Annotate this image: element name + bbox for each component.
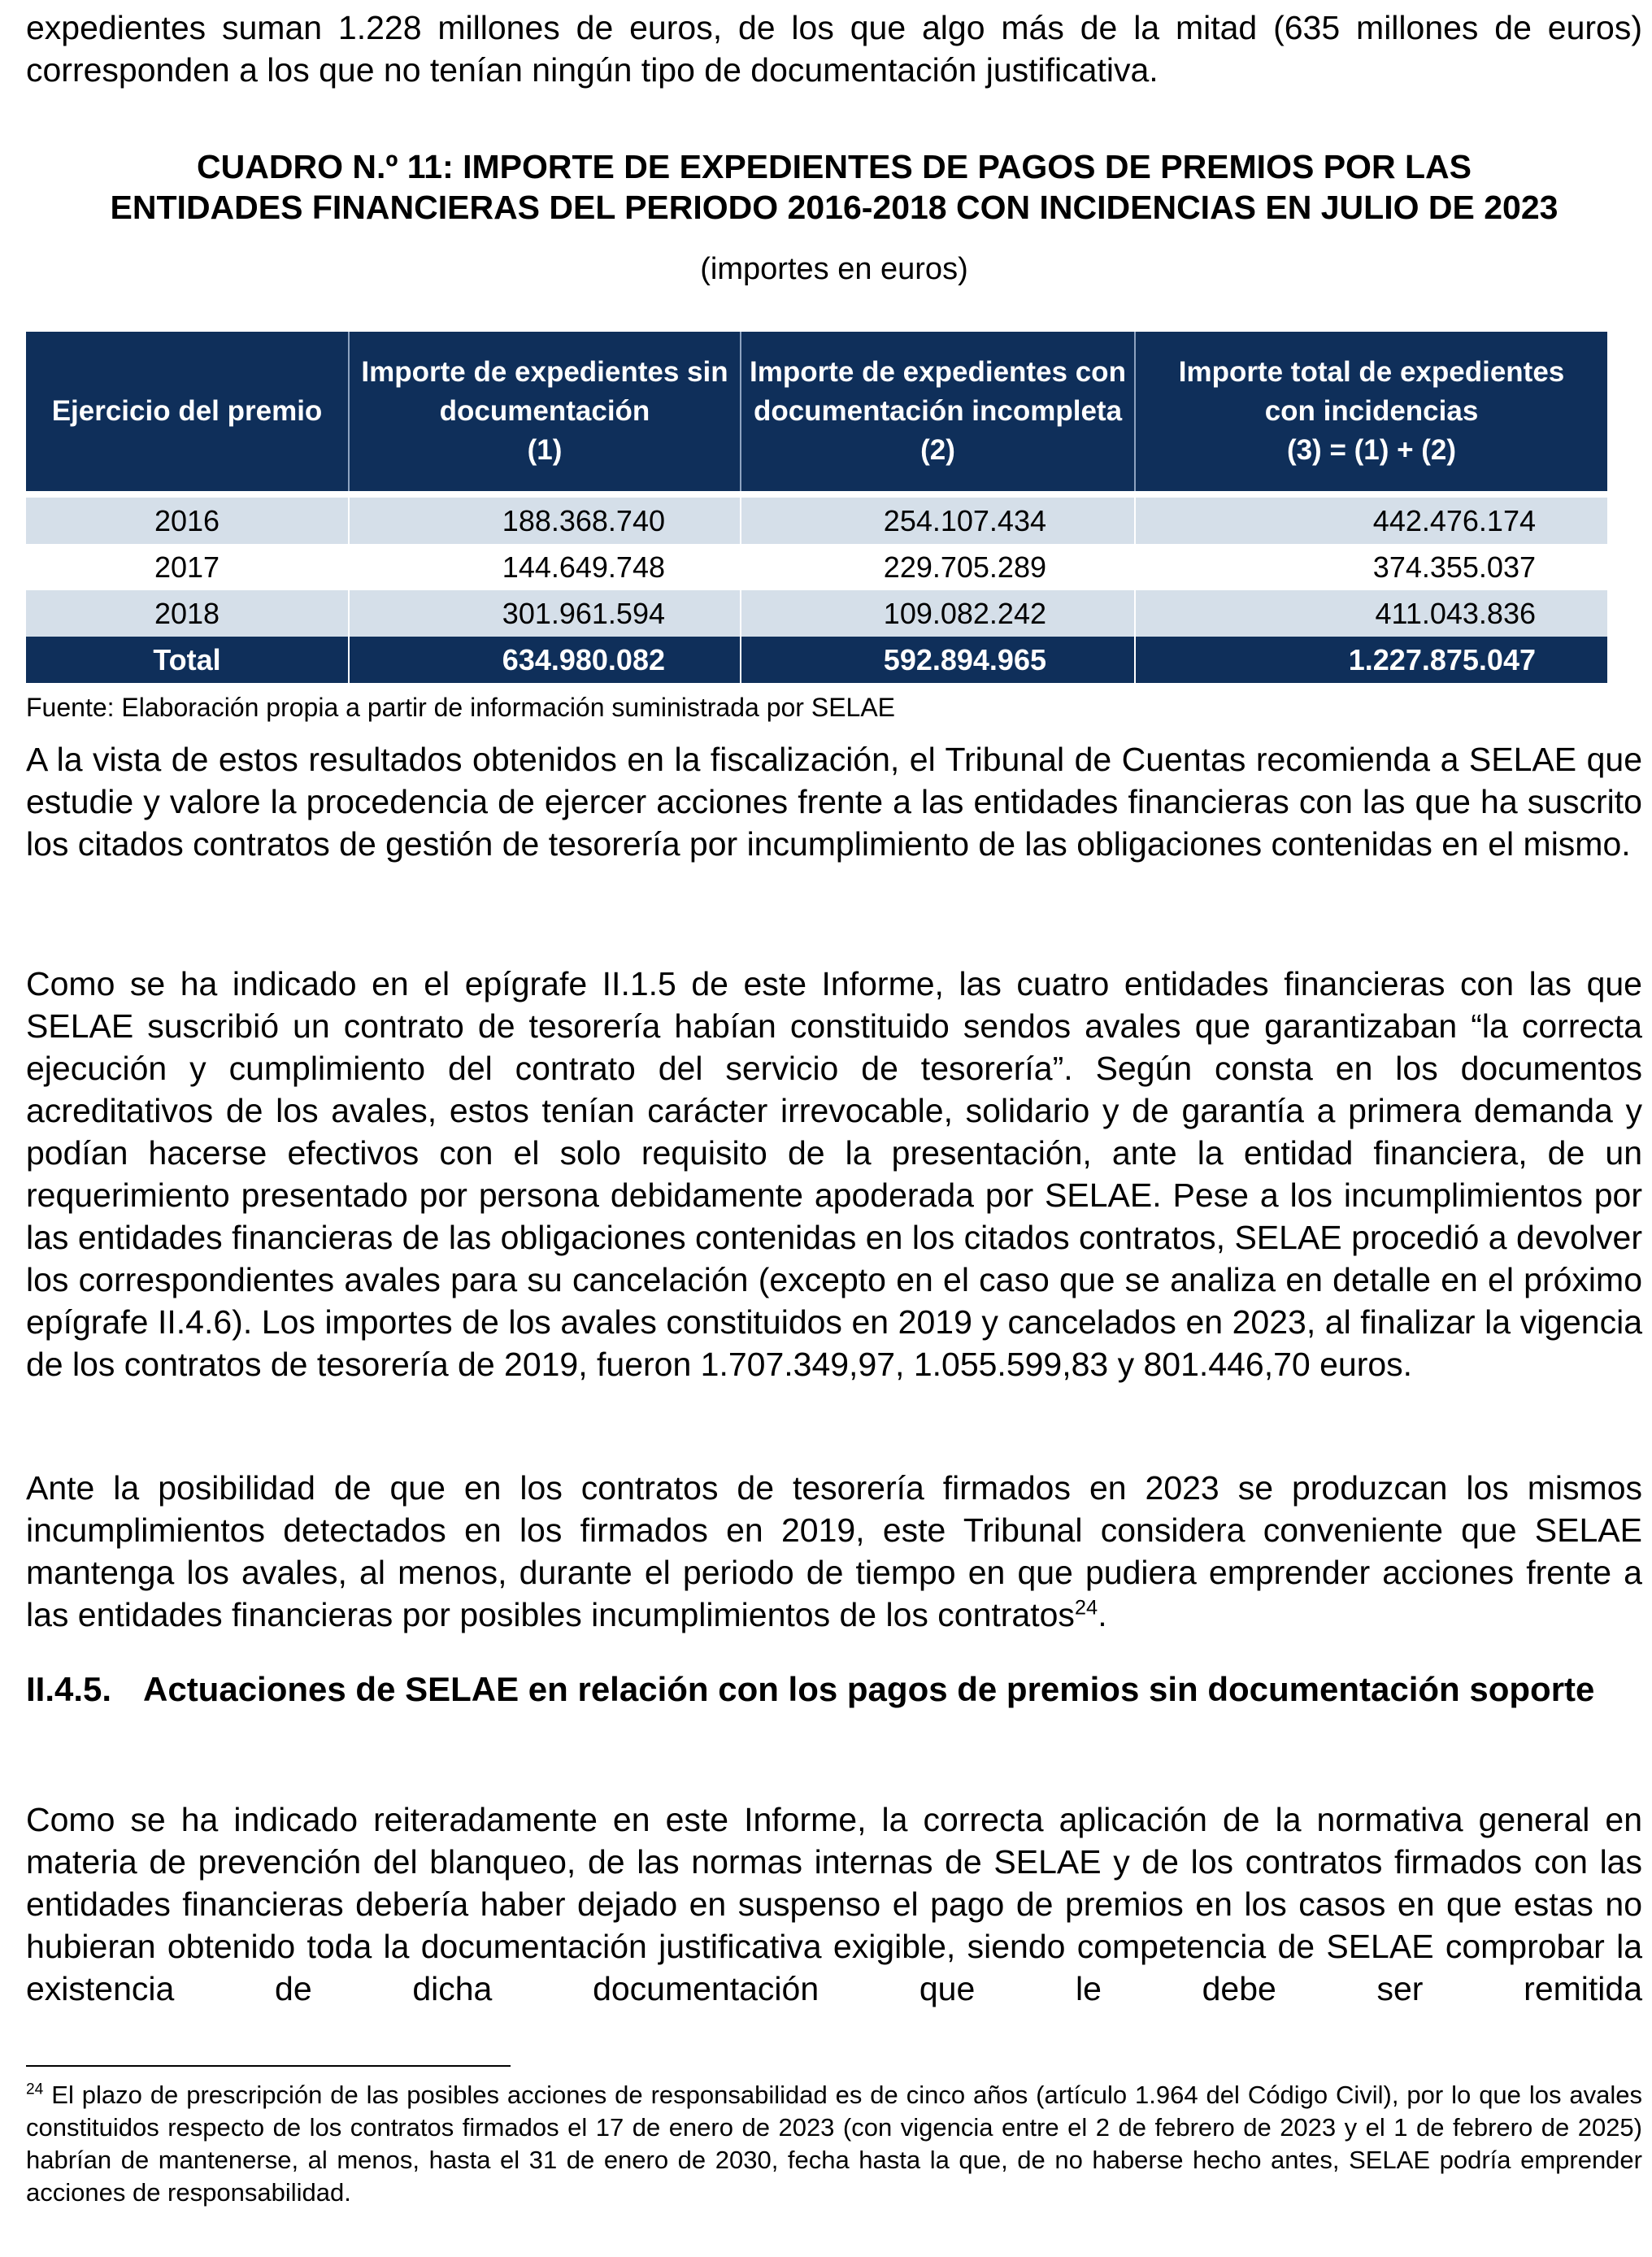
paragraph-body: Ante la posibilidad de que en los contratos de tesorería firmados en 2023 se produzcan los mismos incumplimientos detectados en los firmados en 2019, este Tribunal considera conveniente que SELAE mantenga los avales, al menos, durante el periodo de tiempo en que pudiera emprender acciones frente a las entidades financieras por posibles incumplimientos de los contratos [26,1469,1642,1633]
header-documentacion-incompleta [741,332,1135,491]
intro-text: expedientes suman 1.228 millones de euros, de los que algo más de la mitad (635 millones de euros) corresponden a los que no tenían ningún tipo de documentación justificativa. [26,9,1642,89]
row-incompleta: 109.082.242 [741,590,1135,637]
row-sin-documentacion: 301.961.594 [349,590,741,637]
table-row [26,590,1607,637]
cuadro-11-table [26,332,1607,683]
table-spacer [26,491,1607,498]
row-total: 374.355.037 [1135,544,1607,590]
table-header-row [26,332,1607,491]
table-total-row [26,637,1607,683]
row-incompleta: 229.705.289 [741,544,1135,590]
table-row [26,498,1607,544]
table-source: Fuente: Elaboración propia a partir de información suministrada por SELAE [26,693,896,722]
table-subtitle: (importes en euros) [700,252,968,286]
table-title-line-2: ENTIDADES FINANCIERAS DEL PERIODO 2016-2018 CON INCIDENCIAS EN JULIO DE 2023 [110,189,1559,226]
paragraph-recomendacion [26,738,1642,865]
table-title [26,146,1642,228]
row-year: 2017 [26,544,349,590]
paragraph-avales [26,963,1642,1385]
header-col1-line-2: documentación [439,395,650,427]
table-title-line-1: CUADRO N.º 11: IMPORTE DE EXPEDIENTES DE PAGOS DE PREMIOS POR LAS [197,148,1472,185]
header-col2-line-2: documentación incompleta [753,395,1123,427]
footnote-reference[interactable]: 24 [1074,1596,1098,1620]
footnote-text: El plazo de prescripción de las posibles acciones de responsabilidad es de cinco años (artículo 1.964 del Código Civil), por lo que los avales constituidos respecto de los contratos firmados el 17 de enero de 2023 (con vigencia entre el 2 de febrero de 2023 y el 1 de febrero de 2025) habrían de mantenerse, al menos, hasta el 31 de enero de 2030, fecha hasta la que, de no haberse hecho antes, SELAE podría emprender acciones de responsabilidad. [26,2081,1642,2207]
row-total: 442.476.174 [1135,498,1607,544]
paragraph-text: Como se ha indicado en el epígrafe II.1.5 de este Informe, las cuatro entidades financieras con las que SELAE suscribió un contrato de tesorería habían constituido sendos avales que garantizaban “la correcta ejecución y cumplimiento del contrato del servicio de tesorería”. Según consta en los documentos acreditativos de los avales, estos tenían carácter irrevocable, solidario y de garantía a primera demanda y podían hacerse efectivos con el solo requisito de la presentación, ante la entidad financiera, de un requerimiento presentado por persona debidamente apoderada por SELAE. Pese a los incumplimientos por las entidades financieras de las obligaciones contenidas en los citados contratos, SELAE procedió a devolver los correspondientes avales para su cancelación (excepto en el caso que se analiza en detalle en el próximo epígrafe II.4.6). Los importes de los avales constituidos en 2019 y cancelados en 2023, al finalizar la vigencia de los contratos de tesorería de 2019, fueron 1.707.349,97, 1.055.599,83 y 801.446,70 euros. [26,965,1642,1383]
header-ejercicio: Ejercicio del premio [26,332,349,491]
header-col1-line-1: Importe de expedientes sin [361,356,728,388]
table-row [26,544,1607,590]
header-importe-total [1135,332,1607,491]
paragraph-mantener-avales [26,1467,1642,1636]
paragraph-text: A la vista de estos resultados obtenidos en la fiscalización, el Tribunal de Cuentas recomienda a SELAE que estudie y valore la procedencia de ejercer acciones frente a las entidades financieras con las que ha suscrito los citados contratos de gestión de tesorería por incumplimiento de las obligaciones contenidas en el mismo. [26,741,1642,863]
header-col1-line-3: (1) [527,434,563,466]
row-year: 2016 [26,498,349,544]
total-sin-documentacion: 634.980.082 [349,637,741,683]
section-number: II.4.5. [26,1670,112,1708]
section-title: Actuaciones de SELAE en relación con los pagos de premios sin documentación soporte [143,1670,1595,1708]
header-col2-line-1: Importe de expedientes con [750,356,1126,388]
total-importe: 1.227.875.047 [1135,637,1607,683]
header-col3-line-3: (3) = (1) + (2) [1286,434,1457,466]
footnote-divider [26,2065,511,2067]
footnote-number: 24 [26,2081,44,2098]
footnote [26,2079,1642,2209]
header-col3-line-1: Importe total de expedientes [1178,356,1565,388]
row-sin-documentacion: 144.649.748 [349,544,741,590]
paragraph-text [26,1467,1642,1636]
row-year: 2018 [26,590,349,637]
paragraph-text: Como se ha indicado reiteradamente en este Informe, la correcta aplicación de la normativa general en materia de prevención del blanqueo, de las normas internas de SELAE y de los contratos firmados con las entidades financieras debería haber dejado en suspenso el pago de premios en los casos en que estas no hubieran obtenido toda la documentación justificativa exigible, siendo competencia de SELAE comprobar la existencia de dicha documentación que le debe ser remitida [26,1801,1642,2007]
header-col3-line-2: con incidencias [1264,395,1479,427]
header-col2-line-3: (2) [920,434,955,466]
total-incompleta: 592.894.965 [741,637,1135,683]
row-incompleta: 254.107.434 [741,498,1135,544]
paragraph-normativa [26,1798,1642,2010]
intro-paragraph [26,7,1642,91]
row-total: 411.043.836 [1135,590,1607,637]
header-sin-documentacion [349,332,741,491]
total-label: Total [26,637,349,683]
paragraph-end: . [1098,1596,1107,1633]
section-heading [26,1668,1642,1711]
row-sin-documentacion: 188.368.740 [349,498,741,544]
